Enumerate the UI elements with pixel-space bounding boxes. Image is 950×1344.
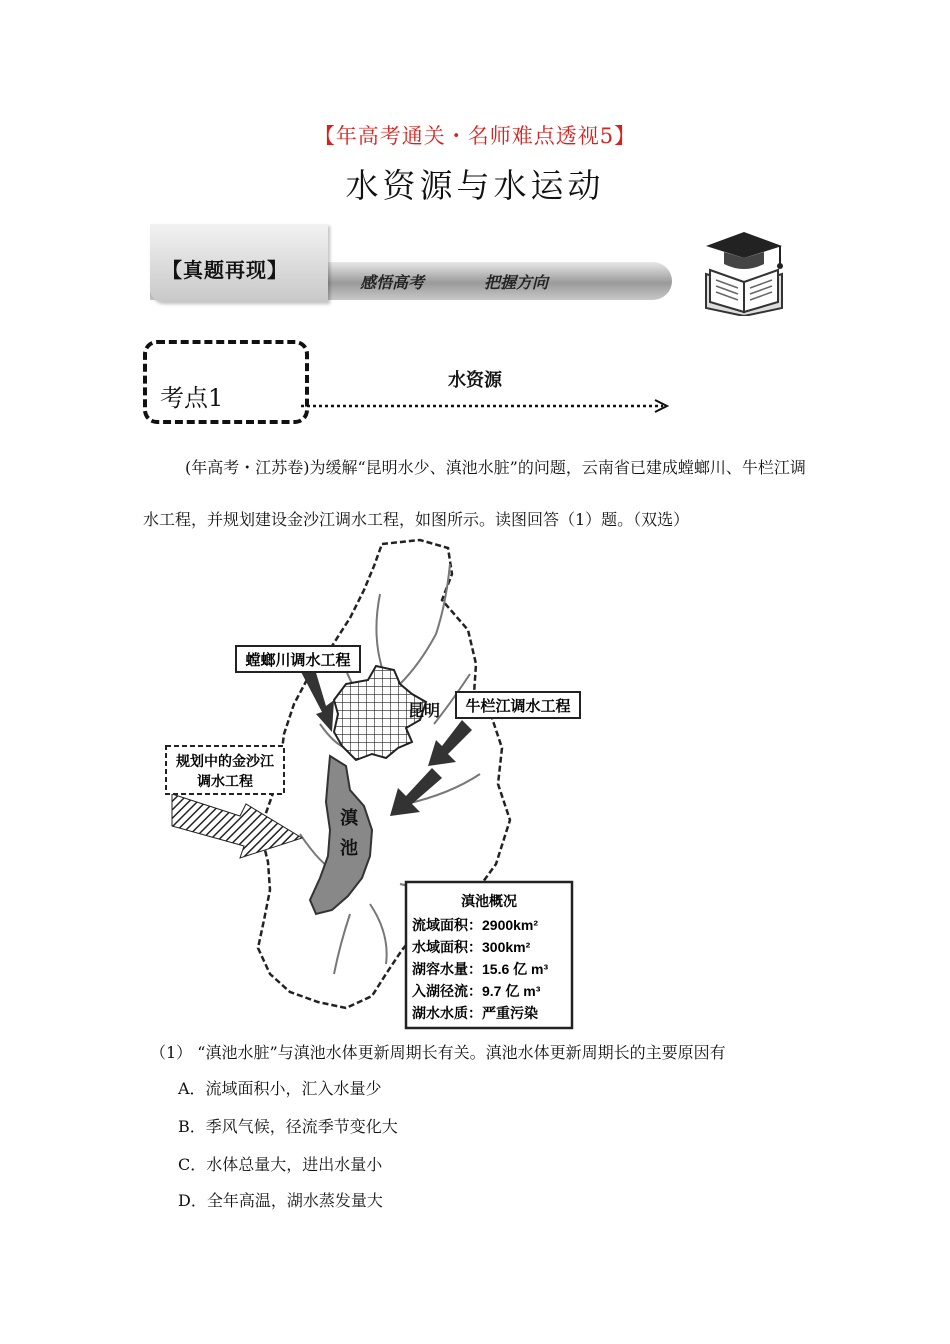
lake-label-1: 滇 bbox=[340, 808, 358, 828]
banner-subtitle-2: 把握方向 bbox=[484, 273, 549, 292]
city-label: 昆明 bbox=[408, 703, 441, 720]
banner-subtitle-1: 感悟高考 bbox=[360, 273, 425, 292]
dianchi-map bbox=[150, 534, 690, 1034]
question-1: （1） “滇池水脏”与滇池水体更新周期长有关。滇池水体更新周期长的主要原因有 bbox=[150, 1043, 726, 1062]
option-c: C．水体总量大，进出水量小 bbox=[178, 1155, 383, 1174]
section-label: 考点1 bbox=[160, 384, 224, 412]
jinsha-arrow bbox=[172, 794, 302, 858]
niulan-arrow-2 bbox=[390, 768, 442, 816]
page-title: 水资源与水运动 bbox=[345, 166, 605, 205]
tanglang-arrow bbox=[300, 666, 334, 732]
info-line: 流域面积：2900km² bbox=[412, 917, 539, 933]
tanglang-label: 螳螂川调水工程 bbox=[245, 652, 351, 669]
section-title: 水资源 bbox=[448, 370, 502, 391]
info-title: 滇池概况 bbox=[461, 893, 517, 909]
info-line: 入湖径流：9.7 亿 m³ bbox=[412, 983, 541, 999]
dianchi-lake bbox=[310, 756, 372, 914]
series-title: 【年高考通关・名师难点透视5】 bbox=[313, 124, 637, 148]
option-a: A．流域面积小，汇入水量少 bbox=[178, 1079, 382, 1098]
info-line: 湖水水质：严重污染 bbox=[412, 1005, 538, 1021]
question-intro: (年高考・江苏卷)为缓解“昆明水少、滇池水脏”的问题，云南省已建成螳螂川、牛栏江调水工程，并规划建设金沙江调水工程，如图所示。读图回答（1）题。（双选） bbox=[143, 458, 806, 529]
niulan-label: 牛栏江调水工程 bbox=[465, 698, 571, 715]
lake-label-2: 池 bbox=[340, 838, 358, 858]
option-b: B．季风气候，径流季节变化大 bbox=[178, 1117, 398, 1136]
graduation-book-icon bbox=[702, 228, 786, 316]
info-line: 水域面积：300km² bbox=[412, 939, 531, 955]
info-line: 湖容水量：15.6 亿 m³ bbox=[412, 961, 549, 977]
banner-tab-label: 【真题再现】 bbox=[162, 258, 288, 282]
jinsha-label-2: 调水工程 bbox=[197, 773, 253, 789]
jinsha-label-1: 规划中的金沙江 bbox=[176, 753, 274, 769]
option-d: D．全年高温，湖水蒸发量大 bbox=[178, 1191, 383, 1210]
niulan-arrow-1 bbox=[428, 720, 472, 766]
dotted-arrow-icon bbox=[301, 396, 673, 414]
